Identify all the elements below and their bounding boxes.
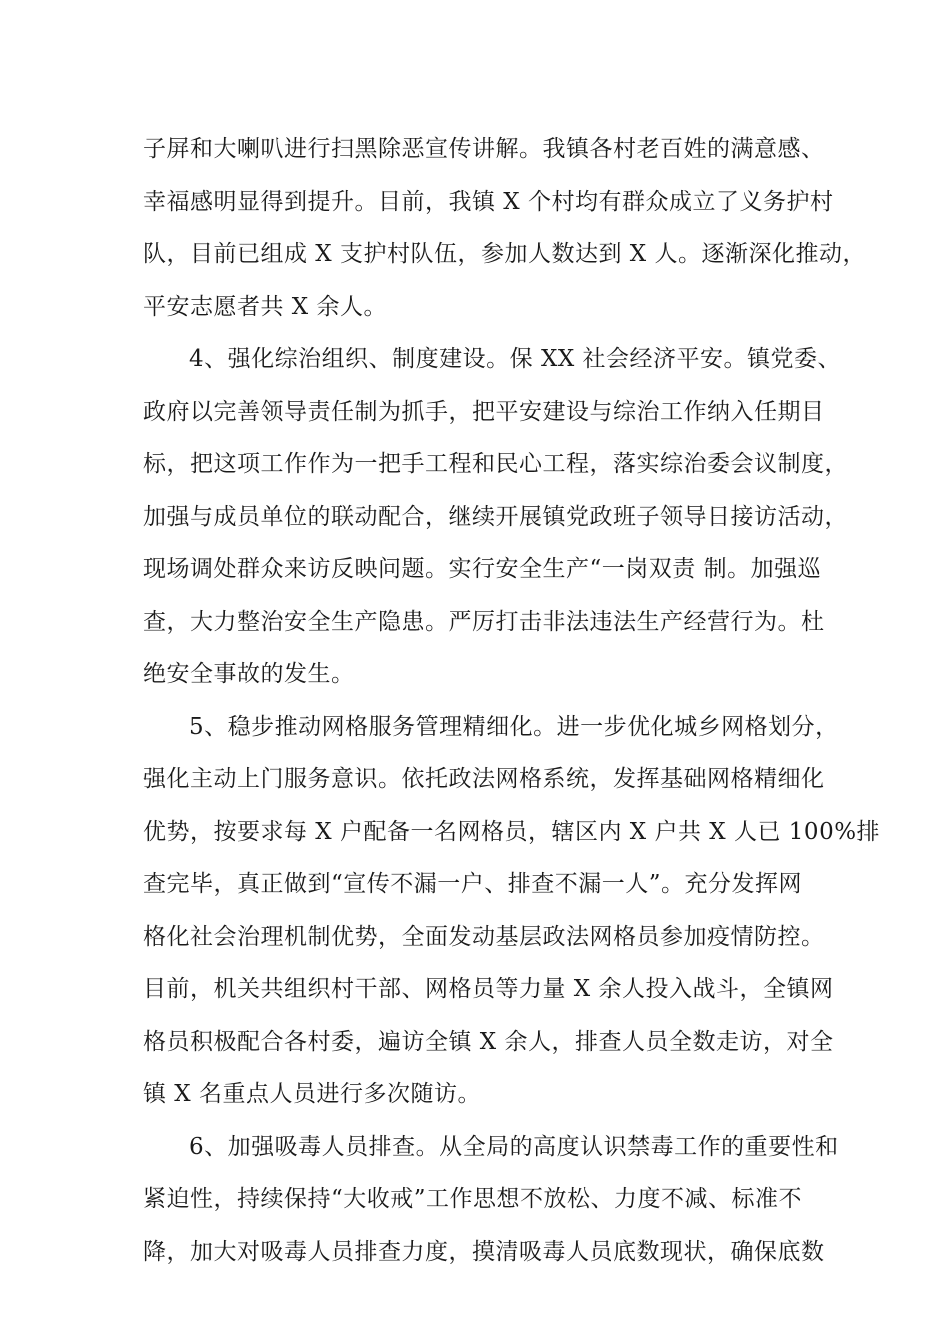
- text-line: 队，目前已组成 X 支护村队伍，参加人数达到 X 人。逐渐深化推动，: [143, 241, 866, 267]
- text-line: 镇 X 名重点人员进行多次随访。: [143, 1081, 481, 1107]
- text-line: 标，把这项工作作为一把手工程和民心工程，落实综治委会议制度，: [143, 451, 848, 477]
- text-line: 降，加大对吸毒人员排查力度，摸清吸毒人员底数现状，确保底数: [143, 1238, 825, 1265]
- text-line: 5、稳步推动网格服务管理精细化。进一步优化城乡网格划分，: [189, 713, 839, 740]
- text-line: 绝安全事故的发生。: [143, 661, 355, 687]
- text-line: 查，大力整治安全生产隐患。严厉打击非法违法生产经营行为。杜: [143, 608, 825, 635]
- text-line: 目前，机关共组织村干部、网格员等力量 X 余人投入战斗，全镇网: [143, 976, 834, 1002]
- document-body: [143, 123, 881, 1278]
- text-line: 子屏和大喇叭进行扫黑除恶宣传讲解。我镇各村老百姓的满意感、: [143, 136, 825, 162]
- text-line: 强化主动上门服务意识。依托政法网格系统，发挥基础网格精细化: [143, 766, 825, 792]
- paragraph-4: [143, 333, 848, 701]
- paragraph-continued: [143, 123, 866, 333]
- paragraph-5: [143, 701, 881, 1121]
- text-line: 4、强化综治组织、制度建设。保 XX 社会经济平安。镇党委、: [189, 346, 842, 372]
- text-line: 优势，按要求每 X 户配备一名网格员，辖区内 X 户共 X 人已 100%排: [143, 818, 881, 845]
- text-line: 平安志愿者共 X 余人。: [143, 293, 387, 320]
- text-line: 加强与成员单位的联动配合，继续开展镇党政班子领导日接访活动，: [143, 503, 848, 530]
- text-line: 查完毕，真正做到“宣传不漏一户、排查不漏一人”。充分发挥网: [143, 871, 803, 897]
- text-line: 格员积极配合各村委，遍访全镇 X 余人，排查人员全数走访，对全: [143, 1028, 834, 1055]
- text-line: 6、加强吸毒人员排查。从全局的高度认识禁毒工作的重要性和: [189, 1133, 839, 1160]
- paragraph-6: [143, 1121, 839, 1279]
- text-line: 幸福感明显得到提升。目前，我镇 X 个村均有群众成立了义务护村: [143, 188, 834, 215]
- text-line: 现场调处群众来访反映问题。实行安全生产“一岗双责 制。加强巡: [143, 556, 822, 582]
- text-line: 紧迫性，持续保持“大收戒”工作思想不放松、力度不减、标准不: [143, 1186, 803, 1212]
- text-line: 格化社会治理机制优势，全面发动基层政法网格员参加疫情防控。: [143, 923, 825, 950]
- text-line: 政府以完善领导责任制为抓手，把平安建设与综治工作纳入任期目: [143, 398, 825, 425]
